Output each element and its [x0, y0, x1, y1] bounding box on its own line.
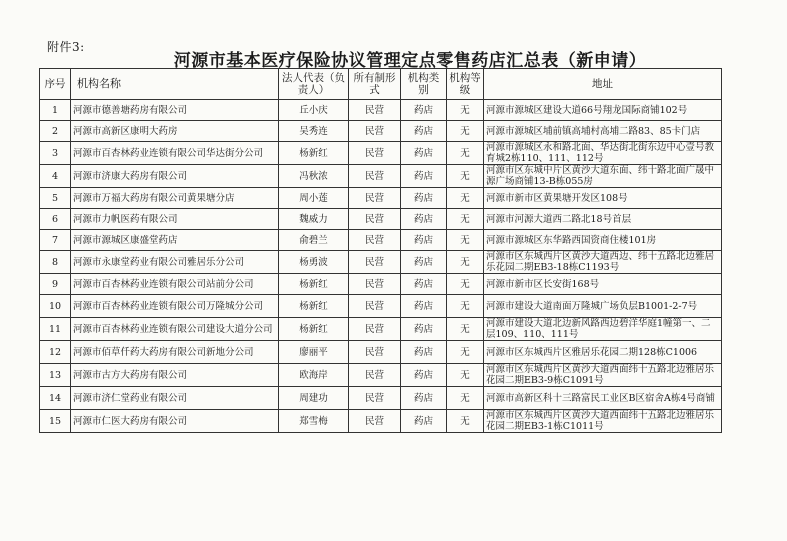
row-category: 药店: [401, 142, 447, 165]
row-ownership: 民营: [349, 165, 401, 188]
row-no: 4: [40, 165, 71, 188]
row-level: 无: [447, 209, 484, 230]
row-name: 河源市济康大药房有限公司: [71, 165, 279, 188]
row-rep: 廖丽平: [279, 341, 349, 364]
row-category: 药店: [401, 230, 447, 251]
row-address: 河源市区东城西片区黄沙大道西面纬十五路北边雅居乐花园二期EB3-9栋C1091号: [484, 364, 722, 387]
table-row: [40, 410, 722, 433]
row-no: 2: [40, 121, 71, 142]
row-ownership: 民营: [349, 387, 401, 410]
row-rep: 周建功: [279, 387, 349, 410]
row-rep: 魏威力: [279, 209, 349, 230]
table-body: [40, 100, 722, 433]
row-level: 无: [447, 387, 484, 410]
row-name: 河源市百杏林药业连锁有限公司万隆城分公司: [71, 295, 279, 318]
row-name: 河源市力帆医药有限公司: [71, 209, 279, 230]
row-name: 河源市百杏林药业连锁有限公司建设大道分公司: [71, 318, 279, 341]
row-category: 药店: [401, 341, 447, 364]
table-row: [40, 274, 722, 295]
header-rep: 法人代表（负责人）: [279, 69, 349, 100]
row-name: 河源市佰草仟药大药房有限公司新地分公司: [71, 341, 279, 364]
row-rep: 杨新红: [279, 295, 349, 318]
table-row: [40, 188, 722, 209]
row-ownership: 民营: [349, 209, 401, 230]
row-name: 河源市高新区康明大药房: [71, 121, 279, 142]
row-rep: 吴秀连: [279, 121, 349, 142]
table-row: [40, 165, 722, 188]
row-level: 无: [447, 410, 484, 433]
row-level: 无: [447, 100, 484, 121]
row-ownership: 民营: [349, 295, 401, 318]
row-rep: 俞碧兰: [279, 230, 349, 251]
row-name: 河源市古方大药房有限公司: [71, 364, 279, 387]
row-address: 河源市建设大道北边新风路西边碧洋华庭1幢第一、二层109、110、111号: [484, 318, 722, 341]
row-category: 药店: [401, 165, 447, 188]
row-no: 15: [40, 410, 71, 433]
row-no: 10: [40, 295, 71, 318]
row-level: 无: [447, 318, 484, 341]
row-address: 河源市高新区科十三路富民工业区B区宿舍A栋4号商铺: [484, 387, 722, 410]
row-no: 14: [40, 387, 71, 410]
attachment-label: 附件3:: [47, 40, 85, 54]
row-ownership: 民营: [349, 230, 401, 251]
header-name: 机构名称: [71, 69, 279, 100]
row-name: 河源市济仁堂药业有限公司: [71, 387, 279, 410]
table-row: [40, 318, 722, 341]
row-rep: 杨新红: [279, 274, 349, 295]
row-ownership: 民营: [349, 364, 401, 387]
row-category: 药店: [401, 410, 447, 433]
header-level: 机构等级: [447, 69, 484, 100]
row-address: 河源市建设大道南面万隆城广场负层B1001-2-7号: [484, 295, 722, 318]
row-category: 药店: [401, 364, 447, 387]
row-level: 无: [447, 251, 484, 274]
row-name: 河源市永康堂药业有限公司雅居乐分公司: [71, 251, 279, 274]
row-rep: 杨新红: [279, 318, 349, 341]
table-row: [40, 100, 722, 121]
row-level: 无: [447, 142, 484, 165]
row-level: 无: [447, 274, 484, 295]
row-category: 药店: [401, 121, 447, 142]
row-address: 河源市区东城西片区雅居乐花园二期128栋C1006: [484, 341, 722, 364]
row-category: 药店: [401, 274, 447, 295]
row-ownership: 民营: [349, 188, 401, 209]
row-name: 河源市百杏林药业连锁有限公司站前分公司: [71, 274, 279, 295]
table-row: [40, 142, 722, 165]
row-ownership: 民营: [349, 410, 401, 433]
row-no: 9: [40, 274, 71, 295]
row-name: 河源市仁医大药房有限公司: [71, 410, 279, 433]
table-row: [40, 295, 722, 318]
row-level: 无: [447, 364, 484, 387]
row-address: 河源市源城区建设大道66号翔龙国际商铺102号: [484, 100, 722, 121]
row-address: 河源市源城区东华路西国资商住楼101房: [484, 230, 722, 251]
row-rep: 欧海岸: [279, 364, 349, 387]
row-no: 13: [40, 364, 71, 387]
row-no: 6: [40, 209, 71, 230]
row-address: 河源市新市区长安街168号: [484, 274, 722, 295]
row-no: 7: [40, 230, 71, 251]
row-ownership: 民营: [349, 251, 401, 274]
row-address: 河源市河源大道西二路北18号首层: [484, 209, 722, 230]
table-row: [40, 341, 722, 364]
table-row: [40, 387, 722, 410]
row-ownership: 民营: [349, 100, 401, 121]
row-ownership: 民营: [349, 341, 401, 364]
row-ownership: 民营: [349, 121, 401, 142]
row-ownership: 民营: [349, 274, 401, 295]
row-address: 河源市区东城西片区黄沙大道西面纬十五路北边雅居乐花园二期EB3-1栋C1011号: [484, 410, 722, 433]
table-row: [40, 121, 722, 142]
row-rep: 冯秋浓: [279, 165, 349, 188]
table-row: [40, 209, 722, 230]
row-name: 河源市德善塘药房有限公司: [71, 100, 279, 121]
row-address: 河源市源城区永和路北面、华达街北街东边中心壹号教育城2栋110、111、112号: [484, 142, 722, 165]
header-ownership: 所有制形式: [349, 69, 401, 100]
row-category: 药店: [401, 209, 447, 230]
row-name: 河源市万福大药房有限公司黄果塘分店: [71, 188, 279, 209]
row-level: 无: [447, 295, 484, 318]
row-no: 5: [40, 188, 71, 209]
row-address: 河源市区东城西片区黄沙大道西边、纬十五路北边雅居乐花园二期EB3-18栋C1193号: [484, 251, 722, 274]
row-address: 河源市新市区黄果塘开发区108号: [484, 188, 722, 209]
row-level: 无: [447, 188, 484, 209]
header-no: 序号: [40, 69, 71, 100]
row-no: 8: [40, 251, 71, 274]
row-category: 药店: [401, 318, 447, 341]
row-category: 药店: [401, 100, 447, 121]
row-no: 11: [40, 318, 71, 341]
document-title: 河源市基本医疗保险协议管理定点零售药店汇总表（新申请）: [173, 51, 647, 71]
row-level: 无: [447, 165, 484, 188]
row-category: 药店: [401, 251, 447, 274]
row-no: 3: [40, 142, 71, 165]
row-rep: 丘小庆: [279, 100, 349, 121]
row-level: 无: [447, 230, 484, 251]
row-ownership: 民营: [349, 318, 401, 341]
header-address: 地址: [484, 69, 722, 100]
table-header-row: [40, 69, 722, 100]
row-rep: 郑雪梅: [279, 410, 349, 433]
header-category: 机构类别: [401, 69, 447, 100]
pharmacy-summary-table: [39, 68, 722, 433]
row-category: 药店: [401, 188, 447, 209]
row-no: 12: [40, 341, 71, 364]
row-address: 河源市区东城中片区黄沙大道东面、纬十路北面广晟中源广场商铺13-B栋055房: [484, 165, 722, 188]
row-rep: 杨勇波: [279, 251, 349, 274]
row-name: 河源市百杏林药业连锁有限公司华达街分公司: [71, 142, 279, 165]
table-row: [40, 230, 722, 251]
row-rep: 周小莲: [279, 188, 349, 209]
row-category: 药店: [401, 295, 447, 318]
row-address: 河源市源城区埔前镇高埔村高埔二路83、85卡门店: [484, 121, 722, 142]
row-level: 无: [447, 121, 484, 142]
row-name: 河源市源城区康盛堂药店: [71, 230, 279, 251]
row-level: 无: [447, 341, 484, 364]
row-ownership: 民营: [349, 142, 401, 165]
row-no: 1: [40, 100, 71, 121]
row-category: 药店: [401, 387, 447, 410]
table-row: [40, 251, 722, 274]
table-row: [40, 364, 722, 387]
row-rep: 杨新红: [279, 142, 349, 165]
